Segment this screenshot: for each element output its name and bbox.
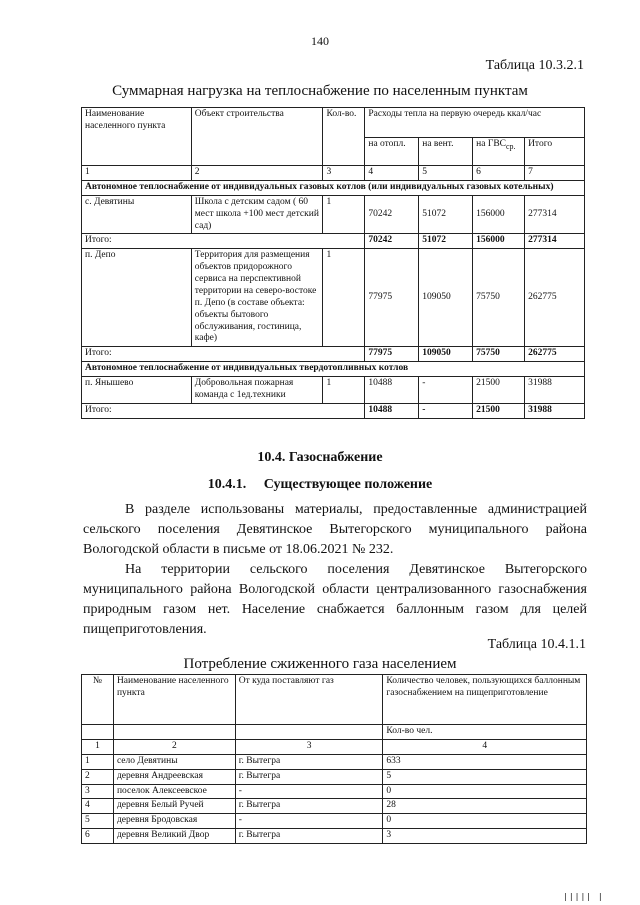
table2-caption: Потребление сжиженного газа населением (183, 656, 457, 672)
paragraph-sources: В разделе использованы материалы, предоставленные администрацией сельского поселения Девятинское Вытегорского муниципального района Вологодской области в письме от 18.06.2021 № 232. (83, 502, 587, 557)
table-row: 6 деревня Великий Двор г. Вытегра 3 (82, 829, 587, 844)
barcode-mark: ||||| | (563, 892, 604, 901)
table-row: с. Девятины Школа с детским садом ( 60 мест школа +100 мест детский сад) 1 70242 51072 156000 277314 (82, 195, 585, 234)
header-count: Кол-во. (323, 108, 365, 166)
header-num: № (82, 675, 114, 725)
table1-caption: Суммарная нагрузка на теплоснабжение по населенным пунктам (112, 83, 528, 99)
section-gas-boilers: Автономное теплоснабжение от индивидуальных газовых котлов (или индивидуальных газовых котельных) (82, 180, 585, 195)
header-source: От куда поставляют газ (235, 675, 383, 725)
table-row: п. Янышево Добровольная пожарная команда с 1ед.техники 1 10488 - 21500 31988 (82, 377, 585, 404)
gas-consumption-table (81, 674, 587, 844)
heat-load-table (81, 107, 585, 419)
col-num: 1 (82, 739, 114, 754)
subtotal-row: Итого: 77975 109050 75750 262775 (82, 347, 585, 362)
col-num: 6 (473, 166, 525, 181)
header-heating: на отопл. (365, 138, 419, 166)
table-row: 1 село Девятины г. Вытегра 633 (82, 754, 587, 769)
header-settlement: Наименование населенного пункта (82, 108, 192, 166)
header-settlement: Наименование населенного пункта (113, 675, 235, 725)
table2-label: Таблица 10.4.1.1 (487, 637, 586, 652)
table1-label: Таблица 10.3.2.1 (485, 58, 584, 73)
col-num: 3 (235, 739, 383, 754)
table-row: п. Депо Территория для размещения объектов придорожного сервиса на перспективной территории на северо-востоке п. Депо (в составе объекта: объекты бытового обслуживания, гостиница, кафе) 1 77975 109050 75750 262775 (82, 249, 585, 347)
header-people: Количество человек, пользующихся баллонным газоснабжением на пищеприготовление (383, 675, 587, 725)
col-num: 2 (113, 739, 235, 754)
col-num: 3 (323, 166, 365, 181)
subsection-title: 10.4.1. Существующее положение (207, 477, 433, 492)
col-num: 2 (191, 166, 323, 181)
subtotal-row: Итого: 70242 51072 156000 277314 (82, 234, 585, 249)
col-num: 1 (82, 166, 192, 181)
header-vent: на вент. (419, 138, 473, 166)
header-object: Объект строительства (191, 108, 323, 166)
col-num: 7 (525, 166, 585, 181)
table-row: 4 деревня Белый Ручей г. Вытегра 28 (82, 799, 587, 814)
header-flows: Расходы тепла на первую очередь ккал/час (365, 108, 585, 138)
paragraph-gas-supply: На территории сельского поселения Девятинское Вытегорского муниципального района Вологодской области централизованного газоснабжения природным газом нет. Население снабжается баллонным газом для целей пищеприготовления. (83, 562, 587, 637)
table-row: 3 поселок Алексеевское - 0 (82, 784, 587, 799)
header-gvs: на $ГВС_{ср.}$ (473, 138, 525, 166)
col-num: 5 (419, 166, 473, 181)
section-solid-fuel: Автономное теплоснабжение от индивидуальных твердотопливных котлов (82, 362, 585, 377)
table-row: 5 деревня Бродовская - 0 (82, 814, 587, 829)
page-number: 140 (311, 34, 329, 48)
header-total: Итого (525, 138, 585, 166)
header-people-unit: Кол-во чел. (383, 725, 587, 740)
col-num: 4 (365, 166, 419, 181)
subtotal-row: Итого: 10488 - 21500 31988 (82, 403, 585, 418)
col-num: 4 (383, 739, 587, 754)
section-title: 10.4. Газоснабжение (257, 450, 383, 465)
table-row: 2 деревня Андреевская г. Вытегра 5 (82, 769, 587, 784)
